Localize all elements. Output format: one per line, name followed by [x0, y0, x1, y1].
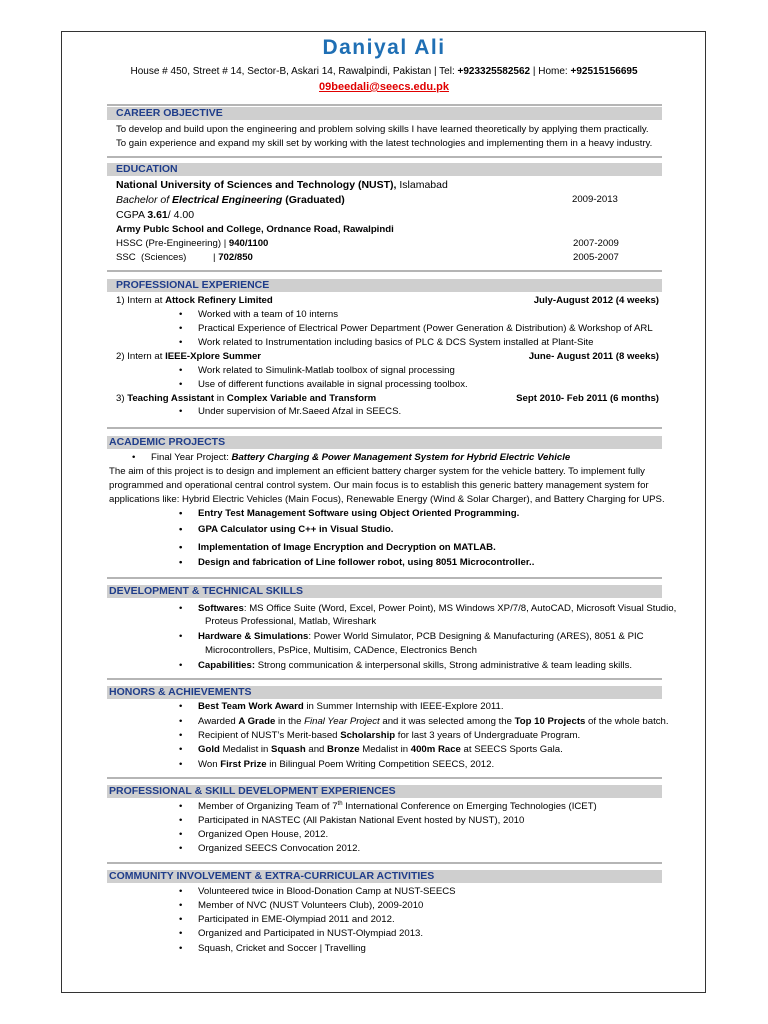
section-title-honors: HONORS & ACHIEVEMENTS — [109, 686, 252, 698]
list-item: • Squash, Cricket and Soccer | Travelling — [198, 943, 366, 954]
telephone: +923325582562 — [457, 66, 531, 77]
job-2: 2) Intern at IEEE-Xplore Summer — [116, 351, 262, 362]
list-item: • Volunteered twice in Blood-Donation Camp at NUST-SEECS — [198, 886, 456, 897]
contact-line — [0, 66, 768, 77]
section-rule — [107, 862, 662, 864]
list-item: • Best Team Work Award in Summer Internship with IEEE-Explore 2011. — [198, 701, 504, 712]
home-label: | Home: — [530, 66, 571, 77]
job-1-dates: July-August 2012 (4 weeks) — [533, 295, 659, 306]
email-link[interactable]: 09beedali@seecs.edu.pk — [319, 81, 449, 93]
section-title-prof-dev: PROFESSIONAL & SKILL DEVELOPMENT EXPERIENCES — [109, 785, 396, 797]
list-item: • Participated in EME-Olympiad 2011 and 2012. — [198, 914, 395, 925]
list-item: • Implementation of Image Encryption and Decryption on MATLAB. — [198, 542, 496, 553]
list-item: • Organized Open House, 2012. — [198, 829, 328, 840]
job-1: 1) Intern at Attock Refinery Limited — [116, 295, 273, 306]
university: National University of Sciences and Technology (NUST), Islamabad — [116, 179, 448, 191]
career-line-1: To develop and build upon the engineering and problem solving skills I have learned theoretically by applying them practically. — [116, 124, 649, 135]
skill-hardware-cont: Microcontrollers, PsPice, Multisim, CADence, Electronics Bench — [205, 645, 477, 656]
project-desc-2: programmed and operational central control system. Our main focus is to establish this generic battery management system for — [109, 480, 649, 491]
list-item: • Under supervision of Mr.Saeed Afzal in SEECS. — [198, 406, 401, 417]
list-item: • Entry Test Management Software using Object Oriented Programming. — [198, 508, 519, 519]
section-rule — [107, 577, 662, 579]
skill-softwares-cont: Proteus Professional, Matlab, Wireshark — [205, 616, 377, 627]
final-year-project: • Final Year Project: Battery Charging & Power Management System for Hybrid Electric Vehicle — [151, 452, 570, 463]
address: House # 450, Street # 14, Sector-B, Askari 14, Rawalpindi, Pakistan | Tel: — [130, 66, 458, 77]
list-item: • Work related to Simulink-Matlab toolbox of signal processing — [198, 365, 455, 376]
list-item: • Design and fabrication of Line follower robot, using 8051 Microcontroller.. — [198, 557, 534, 568]
list-item: • Participated in NASTEC (All Pakistan National Event hosted by NUST), 2010 — [198, 815, 524, 826]
home-phone: +92515156695 — [570, 66, 638, 77]
list-item: • Work related to Instrumentation including basics of PLC & DCS System installed at Plant-Site — [198, 337, 593, 348]
section-title-community: COMMUNITY INVOLVEMENT & EXTRA-CURRICULAR ACTIVITIES — [109, 870, 435, 882]
school: Army Publc School and College, Ordnance Road, Rawalpindi — [116, 224, 394, 235]
section-title-education: EDUCATION — [116, 163, 178, 175]
section-rule — [107, 678, 662, 680]
job-3: 3) Teaching Assistant in Complex Variable and Transform — [116, 393, 377, 404]
ssc: SSC (Sciences) | 702/850 — [116, 252, 253, 263]
job-3-dates: Sept 2010- Feb 2011 (6 months) — [516, 393, 659, 404]
hssc-years: 2007-2009 — [573, 238, 619, 249]
section-rule — [107, 777, 662, 779]
list-item: • Use of different functions available in signal processing toolbox. — [198, 379, 468, 390]
list-item: • Member of NVC (NUST Volunteers Club), 2009-2010 — [198, 900, 423, 911]
list-item: • Practical Experience of Electrical Power Department (Power Generation & Distribution) & Workshop of ARL — [198, 323, 653, 334]
hssc: HSSC (Pre-Engineering) | 940/1100 — [116, 238, 269, 249]
list-item: • Recipient of NUST’s Merit-based Scholarship for last 3 years of Undergraduate Program. — [198, 730, 580, 741]
cgpa: CGPA 3.61/ 4.00 — [116, 209, 195, 221]
list-item: • GPA Calculator using C++ in Visual Studio. — [198, 524, 393, 535]
skill-softwares: • Softwares: MS Office Suite (Word, Excel, Power Point), MS Windows XP/7/8, AutoCAD, Microsoft Visual Studio, — [198, 603, 676, 614]
ssc-years: 2005-2007 — [573, 252, 619, 263]
list-item: • Organized SEECS Convocation 2012. — [198, 843, 360, 854]
section-rule — [107, 104, 662, 106]
degree: Bachelor of Electrical Engineering (Graduated) — [116, 194, 345, 206]
list-item: • Member of Organizing Team of 7th International Conference on Emerging Technologies (ICET) — [198, 801, 597, 812]
list-item: • Gold Medalist in Squash and Bronze Medalist in 400m Race at SEECS Sports Gala. — [198, 744, 563, 755]
skill-capabilities: • Capabilities: Strong communication & interpersonal skills, Strong administrative & team leading skills. — [198, 660, 632, 671]
job-2-dates: June- August 2011 (8 weeks) — [528, 351, 659, 362]
section-title-career: CAREER OBJECTIVE — [116, 107, 223, 119]
section-rule — [107, 427, 662, 429]
project-desc-3: applications like: Hybrid Electric Vehicles (Main Focus), Renewable Energy (Wind & Solar Charger), and Battery Charging for UPS. — [109, 494, 665, 505]
list-item: • Awarded A Grade in the Final Year Project and it was selected among the Top 10 Projects of the whole batch. — [198, 716, 669, 727]
career-line-2: To gain experience and expand my skill set by working with the latest technologies and implementing them in a heavy industry. — [116, 138, 653, 149]
list-item: • Organized and Participated in NUST-Olympiad 2013. — [198, 928, 423, 939]
degree-years: 2009-2013 — [572, 194, 618, 205]
section-rule — [107, 270, 662, 272]
section-band — [107, 163, 662, 176]
section-title-projects: ACADEMIC PROJECTS — [109, 436, 226, 448]
section-title-skills: DEVELOPMENT & TECHNICAL SKILLS — [109, 585, 304, 597]
section-rule — [107, 156, 662, 158]
project-desc-1: The aim of this project is to design and implement an efficient battery charger system for the vehicle battery. To implement fully — [109, 466, 645, 477]
candidate-name: Daniyal Ali — [322, 36, 446, 59]
section-title-experience: PROFESSIONAL EXPERIENCE — [116, 279, 270, 291]
skill-hardware: • Hardware & Simulations: Power World Simulator, PCB Designing & Manufacturing (ARES), 8051 & PIC — [198, 631, 644, 642]
list-item: • Worked with a team of 10 interns — [198, 309, 338, 320]
list-item: • Won First Prize in Bilingual Poem Writing Competition SEECS, 2012. — [198, 759, 494, 770]
